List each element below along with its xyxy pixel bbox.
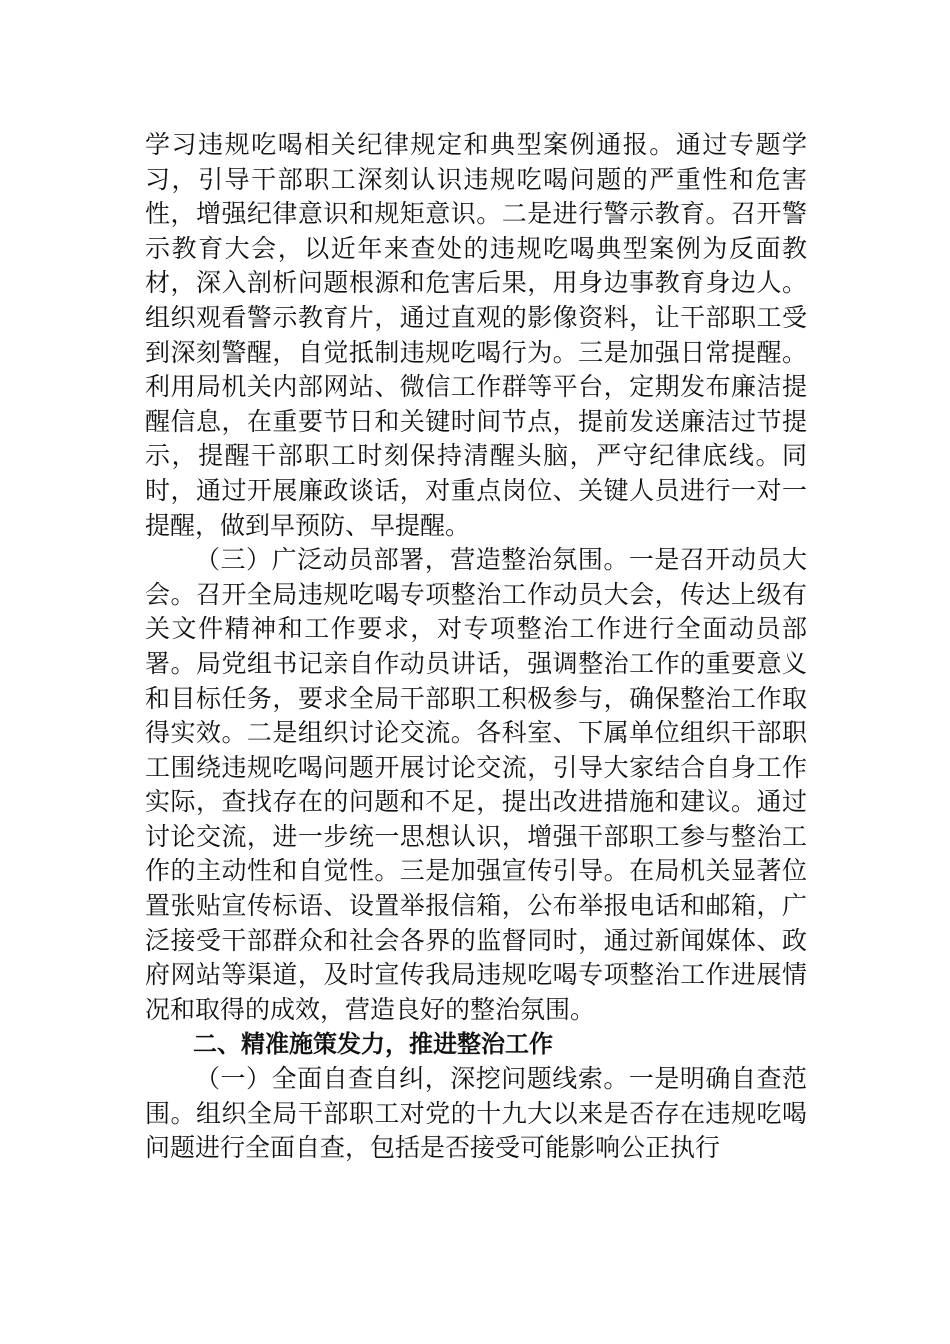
paragraph-education-continued: 学习违规吃喝相关纪律规定和典型案例通报。通过专题学习，引导干部职工深刻认识违规吃喝问题的严重性和危害性，增强纪律意识和规矩意识。二是进行警示教育。召开警示教育大会，以近年来查处的违规吃喝典型案例为反面教材，深入剖析问题根源和危害后果，用身边事教育身边人。组织观看警示教育片，通过直观的影像资料，让干部职工受到深刻警醒，自觉抵制违规吃喝行为。三是加强日常提醒。利用局机关内部网站、微信工作群等平台，定期发布廉洁提醒信息，在重要节日和关键时间节点，提前发送廉洁过节提示，提醒干部职工时刻保持清醒头脑，严守纪律底线。同时，通过开展廉政谈话，对重点岗位、关键人员进行一对一提醒，做到早预防、早提醒。 [145, 130, 807, 540]
section-heading-two: 二、精准施策发力，推进整治工作 [193, 1030, 553, 1059]
paragraph-self-inspection: （一）全面自查自纠，深挖问题线索。一是明确自查范围。组织全局干部职工对党的十九大以来是否存在违规吃喝问题进行全面自查，包括是否接受可能影响公正执行 [145, 1064, 807, 1163]
document-body [145, 128, 807, 1166]
paragraph-mobilization: （三）广泛动员部署，营造整治氛围。一是召开动员大会。召开全局违规吃喝专项整治工作动员大会，传达上级有关文件精神和工作要求，对专项整治工作进行全面动员部署。局党组书记亲自作动员讲话，强调整治工作的重要意义和目标任务，要求全局干部职工积极参与，确保整治工作取得实效。二是组织讨论交流。各科室、下属单位组织干部职工围绕违规吃喝问题开展讨论交流，引导大家结合自身工作实际，查找存在的问题和不足，提出改进措施和建议。通过讨论交流，进一步统一思想认识，增强干部职工参与整治工作的主动性和自觉性。三是加强宣传引导。在局机关显著位置张贴宣传标语、设置举报信箱，公布举报电话和邮箱，广泛接受干部群众和社会各界的监督同时，通过新闻媒体、政府网站等渠道，及时宣传我局违规吃喝专项整治工作进展情况和取得的成效，营造良好的整治氛围。 [145, 545, 807, 1024]
